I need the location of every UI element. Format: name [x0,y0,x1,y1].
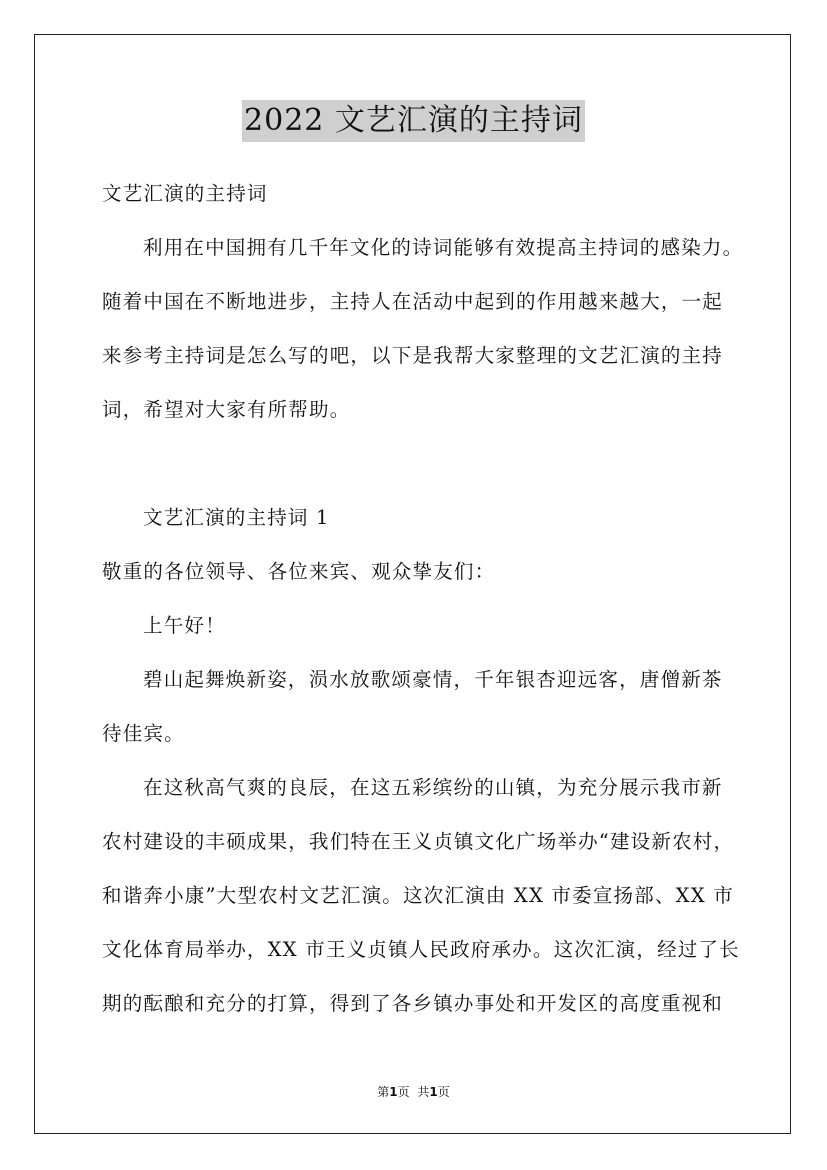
document-title: 2022 文艺汇演的主持词 [242,100,585,142]
blank-line [102,442,742,496]
footer-prefix: 第 [377,1085,390,1099]
greeting: 敬重的各位领导、各位来宾、观众挚友们： [102,560,496,583]
morning-greeting: 上午好！ [143,614,226,637]
intro-line-3: 来参考主持词是怎么写的吧，以下是我帮大家整理的文艺汇演的主持 [102,344,724,367]
title-area [0,100,827,142]
footer-total-prefix: 共 [417,1085,430,1099]
para1-line-1: 碧山起舞焕新姿，涢水放歌颂豪情，千年银杏迎远客，唐僧新茶 [143,668,723,691]
para1-line-2: 待佳宾。 [102,722,185,745]
para2-line-4: 文化体育局举办，XX 市王义贞镇人民政府承办。这次汇演，经过了长 [102,938,740,961]
para2-line-3: 和谐奔小康”大型农村文艺汇演。这次汇演由 XX 市委宣扬部、XX 市 [102,884,734,907]
para2-line-2: 农村建设的丰硕成果，我们特在王义贞镇文化广场举办“建设新农村， [102,830,735,853]
section-heading: 文艺汇演的主持词 1 [143,506,330,529]
intro-line-2: 随着中国在不断地进步，主持人在活动中起到的作用越来越大，一起 [102,290,724,313]
page-footer [0,1083,827,1100]
intro-line-4: 词，希望对大家有所帮助。 [102,398,351,421]
footer-total-number: 1 [429,1085,438,1099]
footer-page-number: 1 [389,1085,398,1099]
subtitle: 文艺汇演的主持词 [102,182,268,205]
document-body [102,172,742,1036]
intro-line-1: 利用在中国拥有几千年文化的诗词能够有效提高主持词的感染力。 [143,236,744,259]
footer-page-suffix: 页 [397,1085,410,1099]
para2-line-1: 在这秋高气爽的良辰，在这五彩缤纷的山镇，为充分展示我市新 [143,776,723,799]
para2-line-5: 期的酝酿和充分的打算，得到了各乡镇办事处和开发区的高度重视和 [102,992,724,1015]
footer-total-suffix: 页 [437,1085,450,1099]
